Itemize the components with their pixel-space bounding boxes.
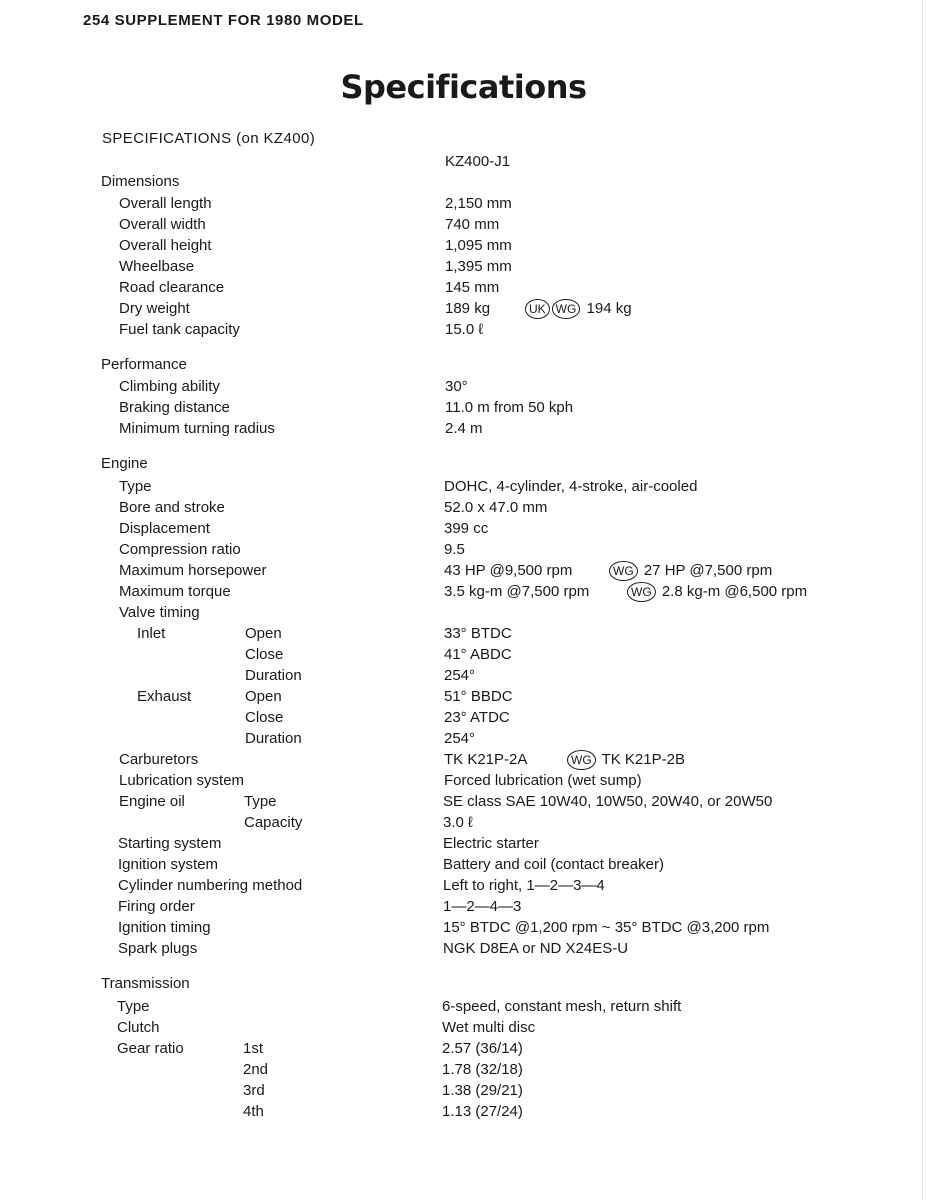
spec-value: 30° (445, 378, 468, 395)
spec-row (0, 708, 927, 729)
spec-label: Lubrication system (119, 772, 245, 789)
spec-row (0, 1039, 927, 1060)
spec-value: Battery and coil (contact breaker) (443, 856, 664, 873)
spec-label: Climbing ability (119, 378, 220, 395)
region-note (609, 561, 772, 581)
alt-value: TK K21P-2B (601, 751, 685, 768)
spec-label: Firing order (118, 898, 195, 915)
spec-label: Type (119, 478, 152, 495)
spec-row (0, 377, 927, 398)
spec-value: 11.0 m from 50 kph (445, 399, 574, 416)
spec-value: Left to right, 1—2—3—4 (443, 877, 605, 894)
spec-subkey: 2nd (243, 1061, 269, 1078)
group-performance: Performance (101, 356, 187, 373)
spec-row (0, 666, 927, 687)
spec-subkey: Type (244, 793, 277, 810)
spec-subkey: Duration (245, 730, 302, 747)
spec-label: Gear ratio (117, 1040, 184, 1057)
spec-value: 3.0 ℓ (443, 814, 473, 831)
spec-row (0, 1102, 927, 1123)
spec-label: Compression ratio (119, 541, 241, 558)
spec-subkey: 1st (243, 1040, 264, 1057)
spec-label: Displacement (119, 520, 210, 537)
spec-label: Type (117, 998, 150, 1015)
spec-value: Electric starter (443, 835, 539, 852)
spec-row (0, 1018, 927, 1039)
region-badge-uk: UK (525, 299, 550, 319)
spec-value: 23° ATDC (444, 709, 510, 726)
spec-row (0, 939, 927, 960)
region-note (627, 582, 807, 602)
spec-row (0, 1060, 927, 1081)
spec-row (0, 498, 927, 519)
spec-value: TK K21P-2A (444, 751, 528, 768)
spec-row (0, 855, 927, 876)
spec-row (0, 603, 927, 624)
spec-label: Engine oil (119, 793, 185, 810)
spec-row (0, 997, 927, 1018)
page-title: Specifications (340, 68, 587, 106)
spec-value: Forced lubrication (wet sump) (444, 772, 642, 789)
spec-label: Wheelbase (119, 258, 195, 275)
spec-label: Carburetors (119, 751, 199, 768)
region-note (567, 750, 685, 770)
spec-value: NGK D8EA or ND X24ES-U (443, 940, 629, 957)
spec-label: Ignition timing (118, 919, 211, 936)
spec-row (0, 561, 927, 582)
spec-value: 3.5 kg-m @7,500 rpm (444, 583, 590, 600)
spec-row (0, 236, 927, 257)
spec-label: Overall width (119, 216, 206, 233)
spec-label: Road clearance (119, 279, 225, 296)
spec-row (0, 398, 927, 419)
spec-value: 51° BBDC (444, 688, 513, 705)
spec-row (0, 419, 927, 440)
spec-value: 33° BTDC (444, 625, 512, 642)
spec-row (0, 320, 927, 341)
spec-subkey: Close (245, 646, 284, 663)
region-badge-wg: WG (609, 561, 638, 581)
spec-label: Ignition system (118, 856, 219, 873)
group-dimensions: Dimensions (101, 173, 180, 190)
spec-row (0, 278, 927, 299)
section-title: SPECIFICATIONS (on KZ400) (102, 130, 316, 147)
spec-row (0, 771, 927, 792)
spec-label: Braking distance (119, 399, 230, 416)
spec-label: Overall length (119, 195, 212, 212)
spec-value: 52.0 x 47.0 mm (444, 499, 548, 516)
spec-value: 1.78 (32/18) (442, 1061, 523, 1078)
spec-row (0, 519, 927, 540)
spec-row (0, 477, 927, 498)
model-column-header: KZ400-J1 (445, 153, 511, 170)
spec-label: Maximum horsepower (119, 562, 267, 579)
alt-value: 2.8 kg-m @6,500 rpm (661, 583, 808, 600)
spec-value: 41° ABDC (444, 646, 512, 663)
spec-row (0, 215, 927, 236)
spec-value: 254° (444, 730, 476, 747)
spec-row (0, 1081, 927, 1102)
spec-label: Bore and stroke (119, 499, 225, 516)
spec-subkey: Duration (245, 667, 302, 684)
spec-subkey: 4th (243, 1103, 264, 1120)
spec-label: Dry weight (119, 300, 190, 317)
spec-subkey: Close (245, 709, 284, 726)
spec-value: 15° BTDC @1,200 rpm ~ 35° BTDC @3,200 rpm (443, 919, 770, 936)
spec-subkey: Open (245, 688, 282, 705)
spec-row (0, 897, 927, 918)
spec-row (0, 750, 927, 771)
region-note (525, 299, 632, 319)
running-head: 254 SUPPLEMENT FOR 1980 MODEL (83, 12, 364, 29)
spec-value: 2.4 m (445, 420, 483, 437)
spec-value: 1,395 mm (445, 258, 512, 275)
spec-row (0, 876, 927, 897)
group-transmission: Transmission (101, 975, 190, 992)
alt-value: 27 HP @7,500 rpm (643, 562, 773, 579)
spec-sublabel: Inlet (137, 625, 166, 642)
alt-value: 194 kg (586, 300, 632, 317)
spec-value: 1,095 mm (445, 237, 512, 254)
spec-value: 2,150 mm (445, 195, 512, 212)
spec-value: 1—2—4—3 (443, 898, 522, 915)
spec-value: DOHC, 4-cylinder, 4-stroke, air-cooled (444, 478, 698, 495)
spec-row (0, 540, 927, 561)
spec-row (0, 257, 927, 278)
spec-label: Minimum turning radius (119, 420, 275, 437)
spec-label: Clutch (117, 1019, 160, 1036)
spec-row (0, 729, 927, 750)
spec-row (0, 687, 927, 708)
spec-value: 43 HP @9,500 rpm (444, 562, 573, 579)
spec-subkey: Capacity (244, 814, 303, 831)
group-engine: Engine (101, 455, 148, 472)
spec-value: 399 cc (444, 520, 489, 537)
spec-value: 2.57 (36/14) (442, 1040, 523, 1057)
spec-label: Fuel tank capacity (119, 321, 240, 338)
spec-value: SE class SAE 10W40, 10W50, 20W40, or 20W50 (443, 793, 773, 810)
spec-label: Maximum torque (119, 583, 231, 600)
spec-row (0, 918, 927, 939)
spec-value: 15.0 ℓ (445, 321, 484, 338)
region-badge-wg: WG (567, 750, 596, 770)
spec-value: 6-speed, constant mesh, return shift (442, 998, 682, 1015)
spec-row (0, 645, 927, 666)
spec-sublabel: Exhaust (137, 688, 192, 705)
spec-label: Spark plugs (118, 940, 198, 957)
spec-value: 1.38 (29/21) (442, 1082, 523, 1099)
spec-value: 740 mm (445, 216, 500, 233)
spec-label: Overall height (119, 237, 212, 254)
spec-row (0, 834, 927, 855)
spec-value: 1.13 (27/24) (442, 1103, 523, 1120)
spec-row (0, 792, 927, 813)
region-badge-wg: WG (627, 582, 656, 602)
spec-row (0, 194, 927, 215)
region-badge-wg: WG (552, 299, 581, 319)
spec-value: 189 kg (445, 300, 491, 317)
spec-row (0, 813, 927, 834)
spec-label: Starting system (118, 835, 222, 852)
spec-row (0, 582, 927, 603)
spec-value: 254° (444, 667, 476, 684)
spec-value: 9.5 (444, 541, 465, 558)
spec-row (0, 624, 927, 645)
spec-label: Valve timing (119, 604, 200, 621)
spec-row (0, 299, 927, 320)
spec-value: Wet multi disc (442, 1019, 536, 1036)
spec-subkey: Open (245, 625, 282, 642)
spec-value: 145 mm (445, 279, 500, 296)
spec-label: Cylinder numbering method (118, 877, 303, 894)
spec-subkey: 3rd (243, 1082, 265, 1099)
